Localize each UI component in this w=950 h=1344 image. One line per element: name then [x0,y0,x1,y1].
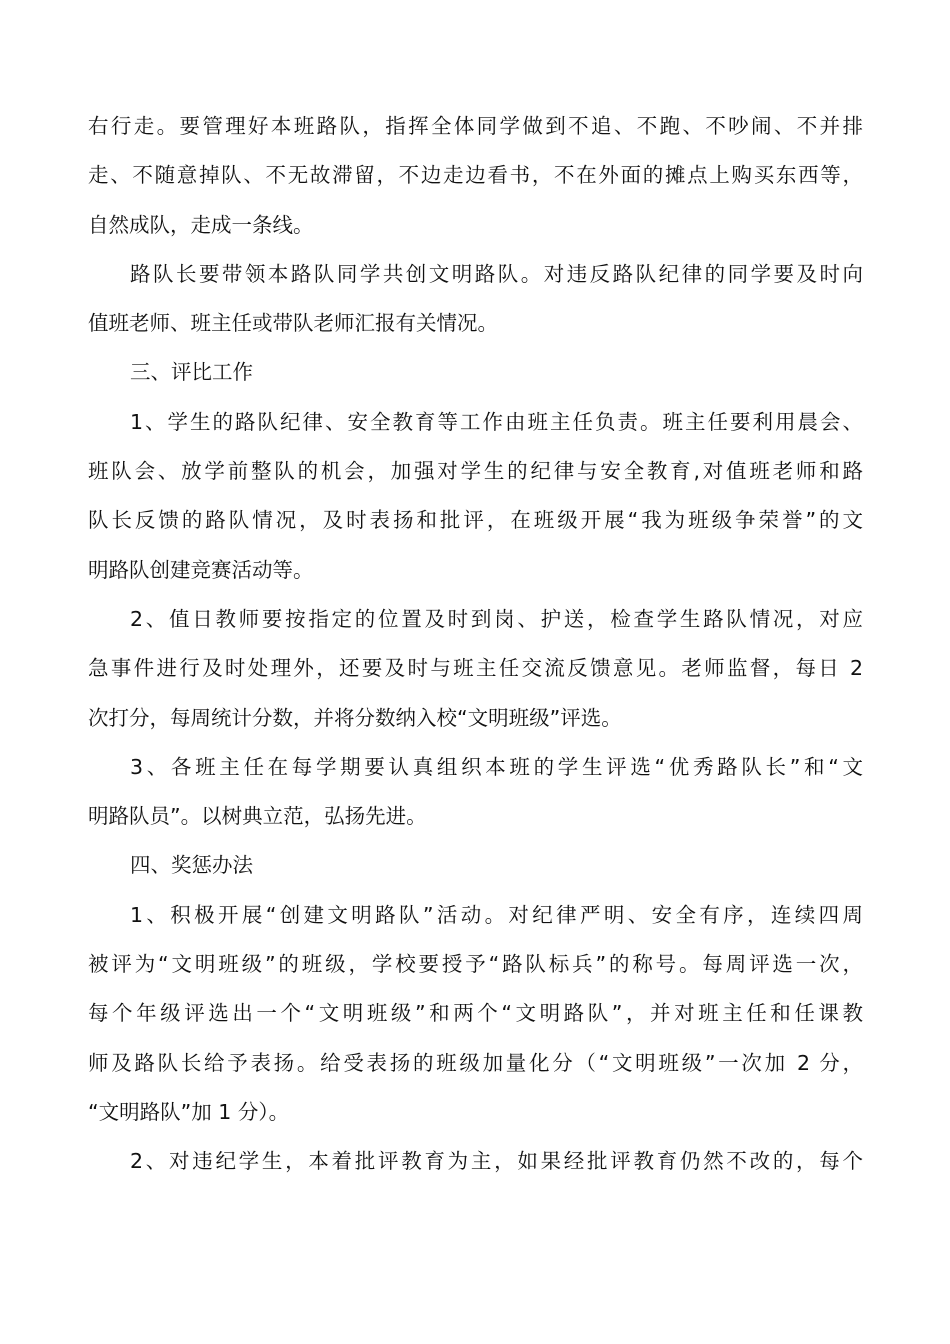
text-line: 队长反馈的路队情况，及时表扬和批评，在班级开展“我为班级争荣誉”的文 [88,508,863,533]
text-line: 师及路队长给予表扬。给受表扬的班级加量化分（“文明班级”一次加 2 分， [88,1050,863,1075]
text-line: 右行走。要管理好本班路队，指挥全体同学做到不追、不跑、不吵闹、不并排 [88,114,863,138]
text-line: 值班老师、班主任或带队老师汇报有关情况。 [88,311,498,336]
text-line: 明路队创建竞赛活动等。 [88,557,314,582]
text-line: 路队长要带领本路队同学共创文明路队。对违反路队纪律的同学要及时向 [130,261,863,286]
text-line: 1、学生的路队纪律、安全教育等工作由班主任负责。班主任要利用晨会、 [130,409,863,434]
text-line: 班队会、放学前整队的机会，加强对学生的纪律与安全教育,对值班老师和路 [88,459,863,484]
text-line: 1、积极开展“创建文明路队”活动。对纪律严明、安全有序，连续四周 [130,902,863,927]
text-line: 走、不随意掉队、不无故滞留，不边走边看书，不在外面的摊点上购买东西等， [88,163,863,188]
text-line: 被评为“文明班级”的班级，学校要授予“路队标兵”的称号。每周评选一次， [88,952,863,977]
section-heading: 三、评比工作 [130,360,253,385]
section-heading: 四、奖惩办法 [130,853,253,878]
text-line: 2、值日教师要按指定的位置及时到岗、护送，检查学生路队情况，对应 [130,606,863,631]
text-line: 急事件进行及时处理外，还要及时与班主任交流反馈意见。老师监督，每日 2 [88,656,863,681]
text-line: 每个年级评选出一个“文明班级”和两个“文明路队”，并对班主任和任课教 [88,1001,863,1026]
text-line: 明路队员”。以树典立范，弘扬先进。 [88,804,427,829]
text-line: 3、各班主任在每学期要认真组织本班的学生评选“优秀路队长”和“文 [130,754,863,779]
text-line: 2、对违纪学生，本着批评教育为主，如果经批评教育仍然不改的，每个 [130,1149,863,1174]
document-page [88,102,863,1187]
text-line: 自然成队，走成一条线。 [88,212,314,237]
text-line: “文明路队”加 1 分）。 [88,1099,290,1124]
text-line: 次打分，每周统计分数，并将分数纳入校“文明班级”评选。 [88,705,622,730]
